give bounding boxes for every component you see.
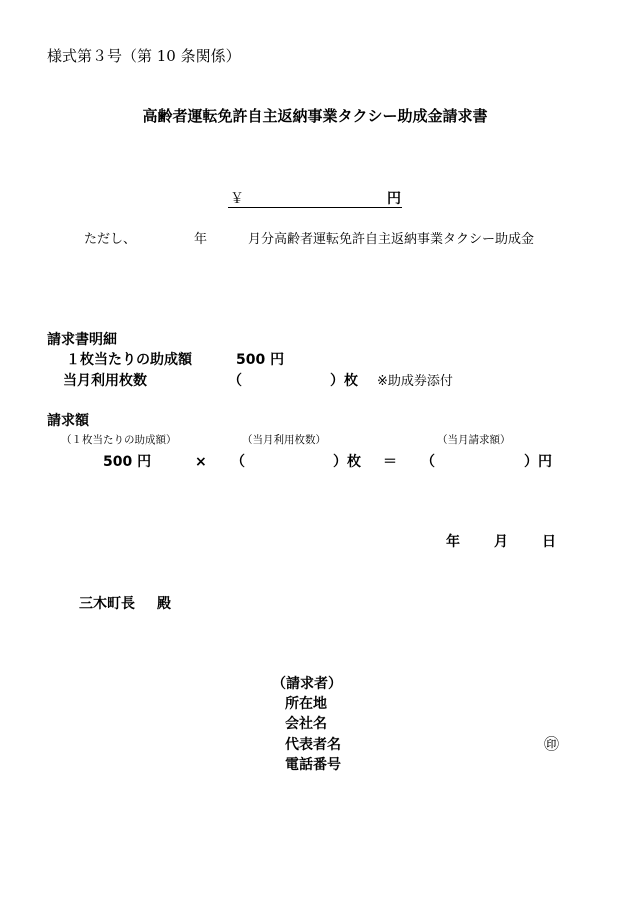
form-number: 様式第３号（第 10 条関係） <box>47 47 241 65</box>
addressee-name: 三木町長 <box>79 596 135 612</box>
document-title: 高齢者運転免許自主返納事業タクシー助成金請求書 <box>142 107 488 125</box>
claimant-heading: （請求者） <box>272 676 342 692</box>
billing-rate: 500 円 <box>103 454 152 470</box>
billing-sub-rate: （１枚当たりの助成額） <box>61 434 177 446</box>
proviso-tadashi: ただし、 <box>84 232 137 247</box>
claimant-phone-label: 電話番号 <box>285 757 341 773</box>
billing-heading: 請求額 <box>47 413 89 429</box>
equals-sign: ＝ <box>383 454 397 470</box>
usage-label: 当月利用枚数 <box>63 373 147 389</box>
amount-underline <box>228 191 402 208</box>
total-paren-open: （ <box>421 454 435 470</box>
count-paren-close: ）枚 <box>333 454 361 470</box>
seal-mark: ㊞ <box>544 735 560 753</box>
details-heading: 請求書明細 <box>47 332 117 348</box>
date-day: 日 <box>542 534 556 550</box>
billing-sub-total: （当月請求額） <box>437 434 511 446</box>
rate-label: １枚当たりの助成額 <box>66 352 192 368</box>
coupon-note: ※助成券添付 <box>377 374 453 389</box>
yen-symbol: ￥ <box>230 191 244 207</box>
usage-paren-open: （ <box>228 373 242 389</box>
usage-paren-close: ）枚 <box>330 373 358 389</box>
claimant-address-label: 所在地 <box>285 696 327 712</box>
count-paren-open: （ <box>231 454 245 470</box>
total-paren-close: ）円 <box>524 454 552 470</box>
billing-sub-usage: （当月利用枚数） <box>242 434 326 446</box>
proviso-text: 月分高齢者運転免許自主返納事業タクシー助成金 <box>248 232 535 247</box>
multiply-sign: × <box>195 454 207 470</box>
claimant-company-label: 会社名 <box>285 716 327 732</box>
claimant-representative-label: 代表者名 <box>285 737 341 753</box>
addressee-honorific: 殿 <box>157 596 171 612</box>
yen-unit: 円 <box>387 191 401 207</box>
date-month: 月 <box>494 534 508 550</box>
proviso-year: 年 <box>194 232 208 247</box>
date-year: 年 <box>446 534 460 550</box>
rate-value: 500 円 <box>236 352 285 368</box>
